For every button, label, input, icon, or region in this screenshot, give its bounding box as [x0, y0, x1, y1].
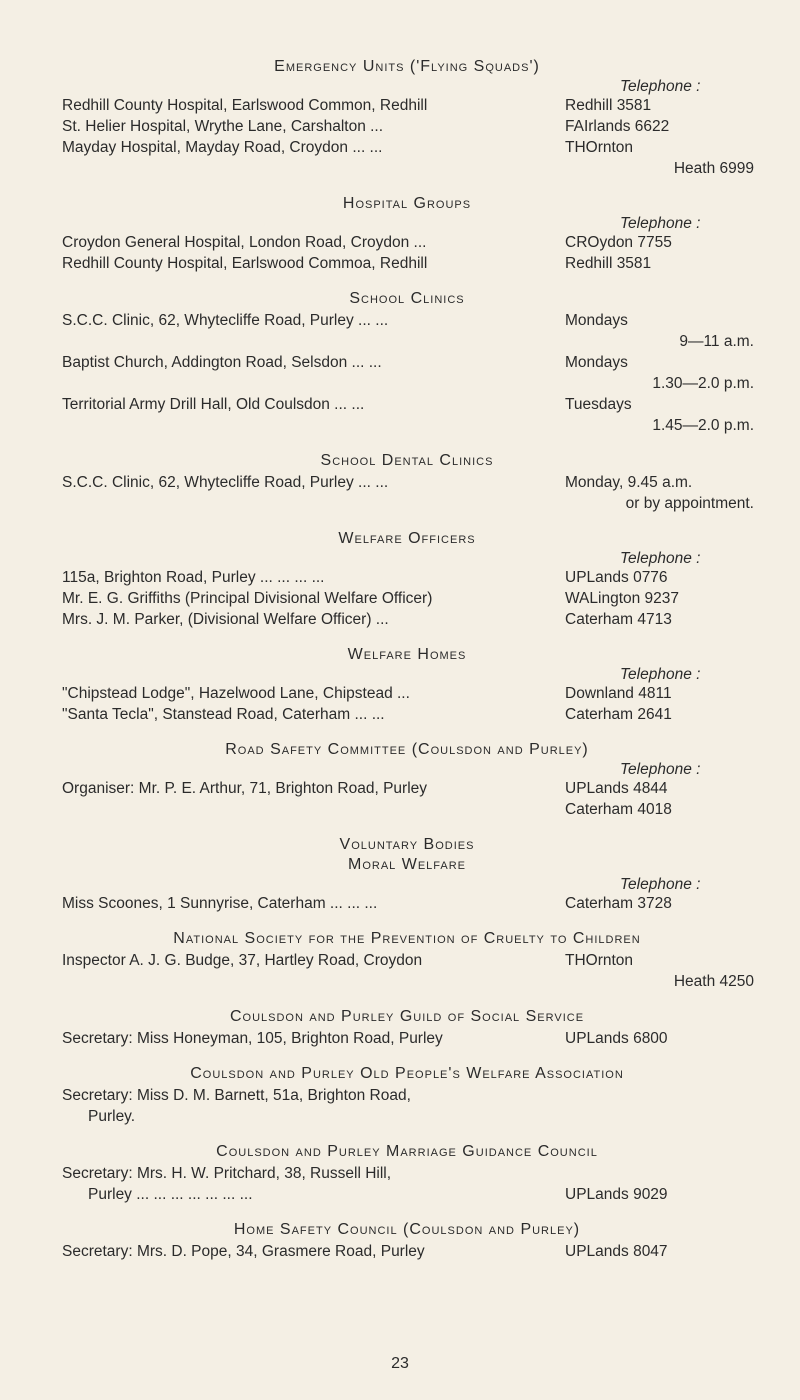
entry-telephone: THOrnton: [565, 952, 634, 969]
entry-telephone-cont: Heath 4250: [673, 973, 754, 990]
entry-name: St. Helier Hospital, Wrythe Lane, Carshalton ...: [62, 118, 384, 135]
section-title: National Society for the Prevention of Cruelty to Children: [173, 930, 641, 947]
entry-telephone: Redhill 3581: [565, 255, 652, 272]
entry-name: Redhill County Hospital, Earlswood Common, Redhill: [62, 97, 428, 114]
entry-name: Secretary: Miss D. M. Barnett, 51a, Brighton Road,: [62, 1087, 411, 1104]
list-item: [62, 1163, 752, 1205]
entry-name: Secretary: Miss Honeyman, 105, Brighton Road, Purley: [62, 1030, 443, 1047]
entry-telephone: Caterham 2641: [565, 706, 672, 723]
entry-name: Mrs. J. M. Parker, (Divisional Welfare Officer) ...: [62, 611, 389, 628]
entry-name: "Chipstead Lodge", Hazelwood Lane, Chipstead ...: [62, 685, 410, 702]
list-item: [62, 893, 752, 914]
entry-name: Baptist Church, Addington Road, Selsdon ... ...: [62, 354, 382, 371]
section-welfare-officers: [62, 530, 752, 630]
telephone-label: Telephone :: [620, 876, 701, 893]
entry-day: Tuesdays: [565, 396, 632, 413]
list-item: [62, 1241, 752, 1262]
entry-telephone: CROydon 7755: [565, 234, 672, 251]
entry-name: Secretary: Mrs. H. W. Pritchard, 38, Russell Hill,: [62, 1165, 392, 1182]
entry-name-cont: Purley ... ... ... ... ... ... ...: [88, 1186, 253, 1203]
entry-telephone-cont: Heath 6999: [673, 160, 754, 177]
entry-telephone: UPLands 6800: [565, 1030, 668, 1047]
entry-telephone: WALington 9237: [565, 590, 680, 607]
entry-name: Miss Scoones, 1 Sunnyrise, Caterham ... ... ...: [62, 895, 378, 912]
section-nspcc: [62, 930, 752, 992]
entry-telephone: UPLands 9029: [565, 1186, 668, 1203]
entry-day: Monday, 9.45 a.m.: [565, 474, 693, 491]
section-subtitle: Moral Welfare: [347, 856, 466, 873]
list-item: [62, 116, 752, 137]
entry-time: 1.30—2.0 p.m.: [652, 375, 754, 392]
entry-name: "Santa Tecla", Stanstead Road, Caterham ... ...: [62, 706, 385, 723]
list-item: [62, 137, 752, 179]
list-item: [62, 394, 752, 436]
section-road-safety: [62, 741, 752, 820]
entry-name: 115a, Brighton Road, Purley ... ... ... ...: [62, 569, 325, 586]
section-emergency-units: [62, 58, 752, 179]
list-item: [62, 950, 752, 992]
entry-telephone: UPLands 0776: [565, 569, 668, 586]
section-title: Road Safety Committee (Coulsdon and Purley): [225, 741, 589, 758]
entry-name: Organiser: Mr. P. E. Arthur, 71, Brighton Road, Purley: [62, 780, 428, 797]
entry-telephone: FAIrlands 6622: [565, 118, 670, 135]
entry-day: Mondays: [565, 312, 628, 329]
section-voluntary-bodies: [62, 836, 752, 914]
list-item: [62, 778, 752, 820]
section-title: Emergency Units ('Flying Squads'): [274, 58, 540, 75]
list-item: [62, 609, 752, 630]
entry-telephone: Caterham 4713: [565, 611, 672, 628]
list-item: [62, 310, 752, 352]
list-item: [62, 472, 752, 514]
entry-name: Territorial Army Drill Hall, Old Coulsdon ... ...: [62, 396, 365, 413]
directory-page: [62, 58, 752, 1278]
list-item: [62, 1085, 752, 1127]
entry-time: 9—11 a.m.: [679, 333, 754, 350]
section-old-peoples-welfare: [62, 1065, 752, 1127]
entry-name: S.C.C. Clinic, 62, Whytecliffe Road, Purley ... ...: [62, 312, 389, 329]
section-title: Hospital Groups: [342, 195, 472, 212]
telephone-label: Telephone :: [620, 215, 701, 232]
list-item: [62, 232, 752, 253]
section-marriage-guidance: [62, 1143, 752, 1205]
entry-time: or by appointment.: [625, 495, 754, 512]
entry-telephone: Downland 4811: [565, 685, 672, 702]
entry-name: Inspector A. J. G. Budge, 37, Hartley Road, Croydon: [62, 952, 423, 969]
section-school-clinics: [62, 290, 752, 436]
entry-name: Secretary: Mrs. D. Pope, 34, Grasmere Road, Purley: [62, 1243, 425, 1260]
section-title: School Dental Clinics: [320, 452, 494, 469]
entry-telephone: Redhill 3581: [565, 97, 652, 114]
section-title: School Clinics: [349, 290, 465, 307]
entry-day: Mondays: [565, 354, 628, 371]
entry-time: 1.45—2.0 p.m.: [652, 417, 754, 434]
list-item: [62, 588, 752, 609]
section-school-dental-clinics: [62, 452, 752, 514]
page-number: 23: [391, 1355, 409, 1372]
section-hospital-groups: [62, 195, 752, 274]
section-title: Voluntary Bodies: [339, 836, 475, 853]
section-title: Coulsdon and Purley Marriage Guidance Council: [216, 1143, 598, 1160]
entry-telephone: UPLands 8047: [565, 1243, 668, 1260]
list-item: [62, 683, 752, 704]
section-title: Welfare Officers: [338, 530, 476, 547]
section-title: Coulsdon and Purley Old People's Welfare Association: [190, 1065, 624, 1082]
entry-telephone-cont: Caterham 4018: [565, 801, 672, 818]
entry-name-cont: Purley.: [88, 1108, 136, 1125]
list-item: [62, 704, 752, 725]
section-welfare-homes: [62, 646, 752, 725]
entry-name: Croydon General Hospital, London Road, Croydon ...: [62, 234, 427, 251]
list-item: [62, 95, 752, 116]
section-title: Coulsdon and Purley Guild of Social Service: [229, 1008, 585, 1025]
telephone-label: Telephone :: [620, 761, 701, 778]
telephone-label: Telephone :: [620, 550, 701, 567]
section-title: Home Safety Council (Coulsdon and Purley): [233, 1221, 581, 1238]
section-guild-social-service: [62, 1008, 752, 1049]
entry-name: Redhill County Hospital, Earlswood Commoa, Redhill: [62, 255, 428, 272]
telephone-label: Telephone :: [620, 78, 701, 95]
telephone-label: Telephone :: [620, 666, 701, 683]
entry-telephone: Caterham 3728: [565, 895, 672, 912]
entry-telephone: THOrnton: [565, 139, 634, 156]
entry-name: S.C.C. Clinic, 62, Whytecliffe Road, Purley ... ...: [62, 474, 389, 491]
entry-name: Mr. E. G. Griffiths (Principal Divisional Welfare Officer): [62, 590, 433, 607]
section-title: Welfare Homes: [347, 646, 467, 663]
entry-name: Mayday Hospital, Mayday Road, Croydon ... ...: [62, 139, 383, 156]
entry-telephone: UPLands 4844: [565, 780, 668, 797]
section-home-safety: [62, 1221, 752, 1262]
list-item: [62, 567, 752, 588]
list-item: [62, 1028, 752, 1049]
list-item: [62, 352, 752, 394]
list-item: [62, 253, 752, 274]
